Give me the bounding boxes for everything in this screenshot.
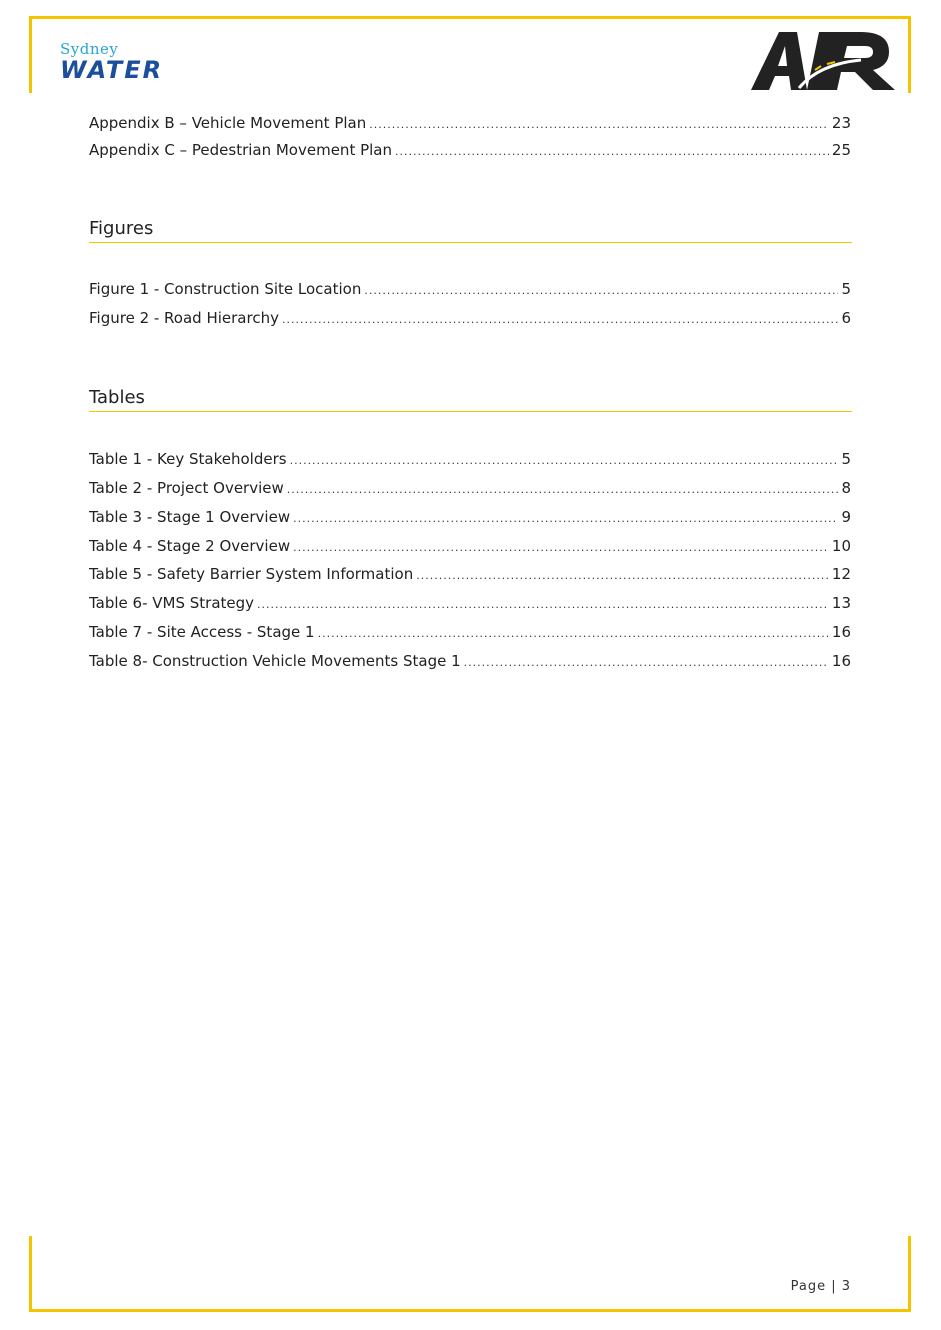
toc-page-number: 8	[841, 479, 851, 497]
frame-right-top	[908, 16, 911, 93]
toc-table-1[interactable]	[89, 450, 851, 472]
toc-label: Appendix C – Pedestrian Movement Plan	[89, 141, 393, 159]
toc-page-number: 16	[831, 652, 851, 670]
toc-page-number: 10	[831, 537, 851, 555]
toc-page-number: 16	[831, 623, 851, 641]
dot-leader	[416, 569, 829, 582]
dot-leader	[293, 512, 838, 525]
dot-leader	[290, 454, 839, 467]
frame-left-bottom	[29, 1236, 32, 1312]
dot-leader	[369, 118, 829, 131]
sydney-water-logo-top: Sydney	[60, 40, 119, 58]
toc-table-5[interactable]	[89, 565, 851, 587]
dot-leader	[287, 483, 839, 496]
frame-left-top	[29, 16, 32, 93]
toc-table-7[interactable]	[89, 623, 851, 645]
toc-label: Table 2 - Project Overview	[89, 479, 284, 497]
toc-page-number: 6	[841, 309, 851, 327]
figures-heading: Figures	[89, 218, 852, 243]
toc-label: Table 7 - Site Access - Stage 1	[89, 623, 315, 641]
dot-leader	[282, 313, 838, 326]
toc-label: Figure 1 - Construction Site Location	[89, 280, 362, 298]
frame-right-bottom	[908, 1236, 911, 1312]
toc-page-number: 25	[831, 141, 851, 159]
toc-label: Figure 2 - Road Hierarchy	[89, 309, 279, 327]
frame-top	[29, 16, 911, 19]
toc-table-4[interactable]	[89, 537, 851, 559]
toc-label: Table 4 - Stage 2 Overview	[89, 537, 291, 555]
toc-label: Table 5 - Safety Barrier System Information	[89, 565, 414, 583]
toc-label: Table 8- Construction Vehicle Movements Stage 1	[89, 652, 461, 670]
toc-table-3[interactable]	[89, 508, 851, 530]
dot-leader	[364, 284, 838, 297]
toc-table-2[interactable]	[89, 479, 851, 501]
toc-appendix-b[interactable]	[89, 114, 851, 136]
page-number: Page | 3	[790, 1279, 851, 1294]
toc-label: Appendix B – Vehicle Movement Plan	[89, 114, 367, 132]
dot-leader	[464, 656, 829, 669]
dot-leader	[293, 541, 829, 554]
toc-page-number: 9	[841, 508, 851, 526]
toc-page-number: 13	[831, 594, 851, 612]
toc-table-6[interactable]	[89, 594, 851, 616]
toc-figure-1[interactable]	[89, 280, 851, 302]
frame-bottom	[29, 1309, 911, 1312]
toc-page-number: 5	[841, 280, 851, 298]
sydney-water-logo-bottom: WATER	[60, 56, 164, 84]
toc-label: Table 6- VMS Strategy	[89, 594, 255, 612]
toc-page-number: 5	[841, 450, 851, 468]
toc-figure-2[interactable]	[89, 309, 851, 331]
dot-leader	[395, 145, 829, 158]
toc-label: Table 1 - Key Stakeholders	[89, 450, 287, 468]
dot-leader	[318, 627, 829, 640]
air-logo	[749, 30, 897, 92]
tables-heading: Tables	[89, 387, 852, 412]
toc-page-number: 23	[831, 114, 851, 132]
toc-table-8[interactable]	[89, 652, 851, 674]
toc-appendix-c[interactable]	[89, 141, 851, 163]
toc-label: Table 3 - Stage 1 Overview	[89, 508, 291, 526]
dot-leader	[257, 598, 829, 611]
toc-page-number: 12	[831, 565, 851, 583]
